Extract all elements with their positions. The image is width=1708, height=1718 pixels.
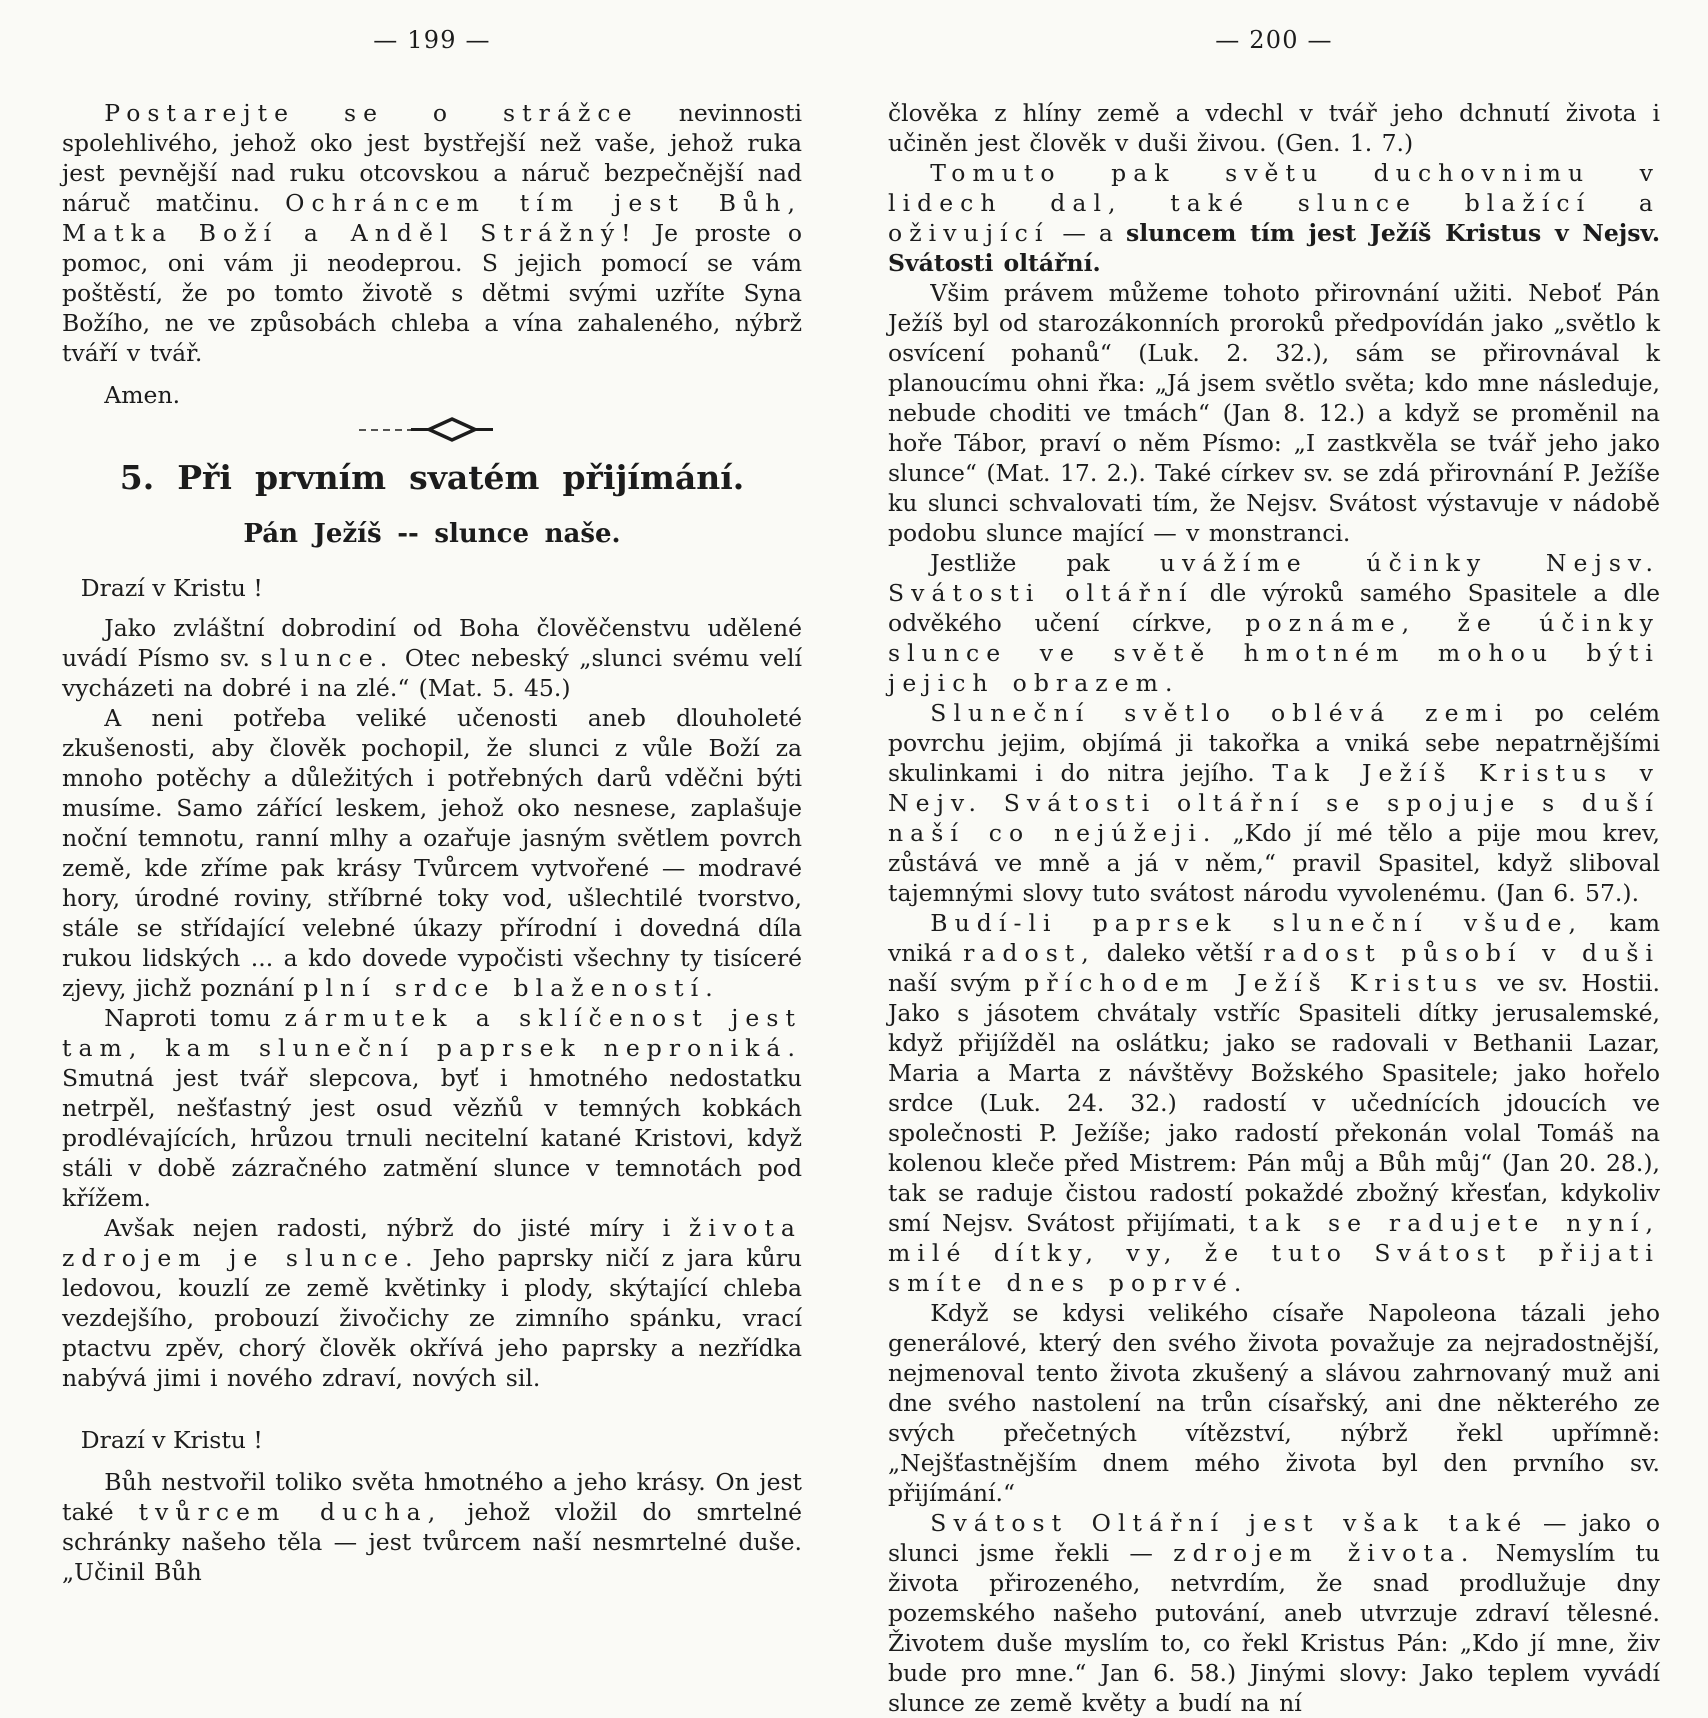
text-segment-spaced: zdrojem života. (1173, 1539, 1476, 1567)
text-segment-spaced: Ochráncem tím jest Bůh, Matka Boží a Anděl Strážný! (62, 189, 802, 247)
text-segment-normal: Jestliže pak (930, 549, 1160, 577)
paragraph (62, 1213, 802, 1393)
text-segment-spaced: radost, (963, 939, 1096, 967)
paragraph (62, 703, 802, 1003)
paragraph (888, 698, 1660, 908)
text-segment-normal: dle výroků samého Spasitele a dle odvěkého učení církve, (888, 579, 1660, 637)
text-segment-spaced: radost působí v duši (1263, 939, 1661, 967)
page-199 (62, 26, 802, 1587)
salutation: Drazí v Kristu ! (80, 1426, 263, 1454)
text-segment-spaced: Svátost Oltářní jest však také (930, 1509, 1529, 1537)
text-segment-normal: Všim právem můžeme tohoto přirovnání užiti. Neboť Pán Ježíš byl od starozákonních proroků předpovídán jako „světlo k osvícení pohanů“ (Luk. 2. 32.), sám se přirovnával k planoucímu ohni řka: „Já jsem světlo světa; kdo mne následuje, nebude choditi ve tmách“ (Jan 8. 12.) a když se proměnil na hoře Tábor, praví o něm Písmo: „I zastkvěla se tvář jeho jako slunce“ (Mat. 17. 2.). Také církev sv. se zdá přirovnání P. Ježíše ku slunci schvalovati tím, že Nejsv. Svátost výstavuje v nádobě podobu slunce mající — v monstranci. (888, 279, 1660, 547)
paragraph (62, 613, 802, 703)
text-segment-spaced: plní srdce blažeností. (303, 974, 720, 1002)
text-segment-normal: naší svým (888, 969, 1025, 997)
continuation-paragraph (888, 98, 1660, 158)
text-segment-normal: — jako o slunci jsme řekli — (888, 1509, 1661, 1567)
text-segment-normal: Nemyslím tu života přirozeného, netvrdím, že snad prodlužuje dny pozemského našeho putování, aneb utvrzuje zdraví tělesné. Životem duše myslím to, co řekl Kristus Pán: „Kdo jí mne, živ bude pro mne.“ Jan 6. 58.) Jinými slovy: Jako teplem vyvádí slunce ze země květy a budí na ní (888, 1539, 1661, 1717)
text-segment-normal: Jeho paprsky ničí z jara kůru ledovou, kouzlí ze země květinky i plody, skýtající chleba vezdejšího, probouzí živočichy ze zimního spánku, vrací ptactvu zpěv, chorý člověk okřívá jeho paprsky a nezřídka nabývá jimi i nového zdraví, nových sil. (62, 1244, 802, 1392)
page-200-content (888, 98, 1660, 1718)
text-segment-spaced: příchodem Ježíš Kristus (1024, 969, 1485, 997)
text-segment-normal: Smutná jest tvář slepcova, byť i hmotného nedostatku netrpěl, nešťastný jest osud vězňů v temných kobkách prodlévajících, hrůzou trnuli necitelní katané Kristovi, když stáli v době zázračného zatmění slunce v temnotách pod křížem. (62, 1064, 802, 1212)
text-segment-normal: daleko větší (1095, 939, 1264, 967)
text-segment-spaced: Postarejte se o strážce (104, 99, 639, 127)
paragraph (888, 158, 1660, 278)
closing-exhortation-paragraph (62, 98, 802, 368)
salutation: Drazí v Kristu ! (80, 574, 263, 602)
paragraph (62, 1467, 802, 1587)
chapter-heading: 5. Při prvním svatém přijímání. (119, 458, 745, 497)
text-segment-normal: Avšak nejen radosti, nýbrž do jisté míry i (104, 1214, 689, 1242)
text-segment-normal: Je proste o pomoc, oni vám ji neodeprou. S jejich pomocí se vám poštěstí, že po tomto životě s dětmi svými uzříte Syna Božího, ne ve způsobách chleba a vína zahaleného, nýbrž tváří v tvář. (62, 219, 802, 367)
text-segment-spaced: slunce. (260, 644, 395, 672)
text-segment-spaced: Tak Ježíš Kristus v Nejv. Svátosti oltářní se spojuje s duší naší co nejúžeji. (888, 759, 1660, 847)
text-segment-normal: „Kdo jí mé tělo a pije mou krev, zůstává ve mně a já v něm,“ pravil Spasitel, když sliboval tajemnými slovy tuto svátost národu vyvolenému. (Jan 6. 57.). (888, 819, 1660, 907)
paragraph (888, 548, 1660, 698)
text-segment-normal: Když se kdysi velikého císaře Napoleona tázali jeho generálové, který den svého života považuje za nejradostnější, nejmenoval tento života zkušený a slávou zahrnovaný muž ani dne svého nastolení na trůn císařský, ani dne některého ze svých přečetných vítězství, nýbrž řekl upřímně: „Nejšťastnějším dnem mého života byl den prvního sv. přijímání.“ (888, 1299, 1660, 1507)
text-segment-spaced: Sluneční světlo oblévá zemi (930, 699, 1510, 727)
text-segment-spaced: tak se radujete nyní, milé dítky, vy, že tuto Svátost přijati smíte dnes poprvé. (888, 1209, 1660, 1297)
text-segment-spaced: Tomuto pak světu duchovnimu v lidech dal, také slunce blažící a oživující (888, 159, 1660, 247)
text-segment-normal: Jako zvláštní dobrodiní od Boha člověčenstvu udělené uvádí Písmo sv. (62, 614, 802, 672)
text-segment-spaced: Budí-li paprsek sluneční všude, (930, 909, 1584, 937)
text-segment-normal: Amen. (104, 381, 181, 409)
text-segment-normal: Naproti tomu (104, 1004, 285, 1032)
paragraph (62, 1003, 802, 1213)
text-segment-normal: Bůh nestvořil toliko světa hmotného a jeho krásy. On jest také (62, 1468, 802, 1526)
text-segment-normal: kam vniká (888, 909, 1661, 967)
text-segment-spaced: života zdrojem je slunce. (62, 1214, 802, 1272)
text-segment-spaced: poznáme, že účinky slunce ve světě hmotném mohou býti jejich obrazem. (888, 609, 1660, 697)
page-200 (888, 26, 1660, 1718)
paragraph (888, 278, 1660, 548)
amen-line (62, 380, 802, 410)
text-segment-normal: ve sv. Hostii. Jako s jásotem chvátaly vstříc Spasiteli dítky jerusalemské, když přijížděl na oslátku; jako se radovali v Bethanii Lazar, Maria a Marta z návštěvy Božského Spasitele; jako hořelo srdce (Luk. 24. 32.) radostí v učednících jdoucích ve společnosti P. Ježíše; jako radostí překonán volal Tomáš na kolenou kleče před Mistrem: Pán můj a Bůh můj“ (Jan 20. 28.), tak se raduje čistou radostí pokaždé zbožný křesťan, kdykoliv smí Nejsv. Svátost přijímati, (888, 969, 1660, 1237)
sermon-title: Pán Ježíš -- slunce naše. (243, 519, 621, 549)
paragraph (888, 1298, 1660, 1508)
text-segment-spaced: tvůrcem ducha, (138, 1498, 443, 1526)
section-divider (62, 416, 802, 442)
page-199-content (62, 98, 802, 1587)
text-segment-normal: Otec nebeský „slunci svému velí vycházeti na dobré i na zlé.“ (Mat. 5. 45.) (62, 644, 802, 702)
text-segment-normal: — a (1049, 219, 1126, 247)
page-number: — 199 — (373, 26, 491, 54)
text-segment-normal: A neni potřeba veliké učenosti aneb dlouholeté zkušenosti, aby člověk pochopil, že slunci z vůle Boží za mnoho potěchy a důležitých i potřebných darů vděčni býti musíme. Samo zářící leskem, jehož oko nesnese, zaplašuje noční temnotu, ranní mlhy a ozařuje jasným světlem povrch země, kde zříme pak krásy Tvůrcem vytvořené — modravé hory, úrodné roviny, stříbrné toky vod, ušlechtilé tvorstvo, stále se střídající velebné úkazy přírodní i dovedná díla rukou lidských ... a kdo dovede vypočisti všechny ty tisíceré zjevy, jichž poznání (62, 704, 802, 1002)
page-number: — 200 — (1215, 26, 1333, 54)
text-segment-normal: člověka z hlíny země a vdechl v tvář jeho dchnutí života i učiněn jest člověk v duši živou. (Gen. 1. 7.) (888, 99, 1660, 157)
text-segment-normal: nevinnosti spolehlivého, jehož oko jest bystřejší než vaše, jehož ruka jest pevnější nad ruku otcovskou a náruč bezpečnější nad náruč matčinu. (62, 99, 803, 217)
diamond-divider-icon (357, 416, 507, 442)
text-segment-spaced: zármutek a sklíčenost jest tam, kam sluneční paprsek neproniká. (62, 1004, 802, 1062)
text-segment-spaced: uvážíme účinky Nejsv. Svátosti oltářní (888, 549, 1660, 607)
text-segment-bold: sluncem tím jest Ježíš Kristus v Nejsv. Svátosti oltářní. (888, 219, 1660, 277)
paragraph (888, 1508, 1660, 1718)
text-segment-normal: po celém povrchu jejim, objímá ji takořka a vniká sebe nepatrnějšími skulinkami i do nitra jejího. (888, 699, 1661, 787)
text-segment-normal: jehož vložil do smrtelné schránky našeho těla — jest tvůrcem naší nesmrtelné duše. „Učinil Bůh (62, 1498, 802, 1586)
paragraph (888, 908, 1660, 1298)
